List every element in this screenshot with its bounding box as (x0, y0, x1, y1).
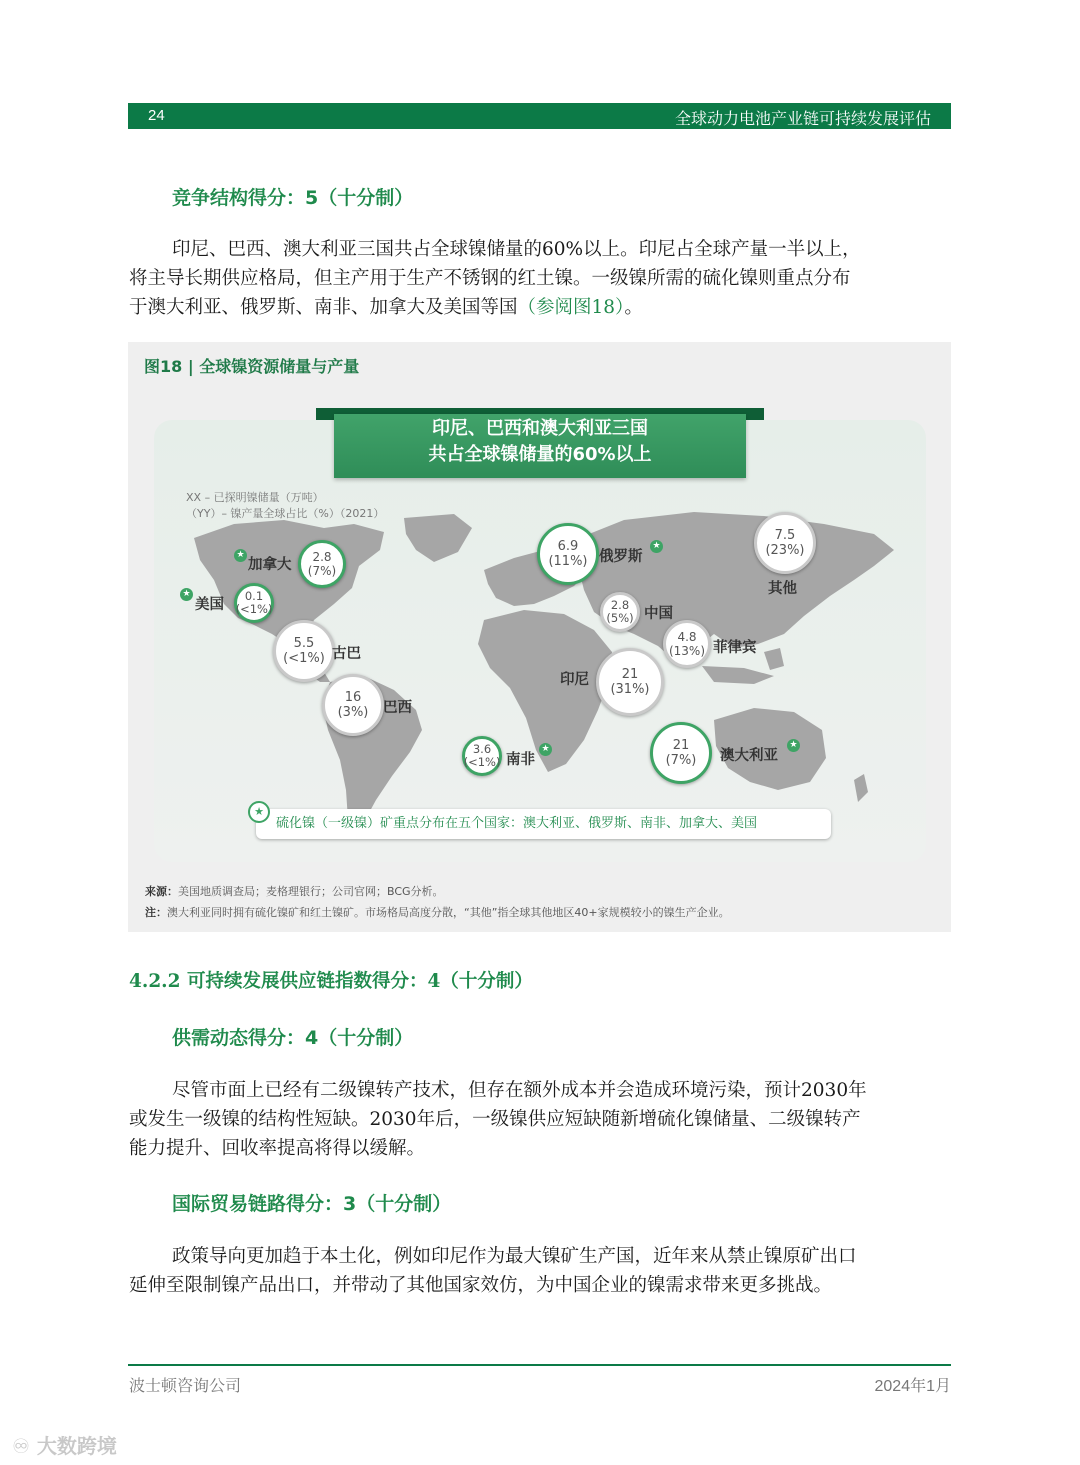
country-label-china: 中国 (644, 606, 673, 622)
section-heading-competition: 竞争结构得分：5（十分制） (172, 187, 414, 209)
watermark-text: 大数跨境 (36, 1434, 117, 1458)
production-share: (7%) (665, 753, 697, 768)
reserve-value: 2.8 (610, 598, 630, 612)
production-share: (3%) (337, 705, 369, 720)
country-label-russia: 俄罗斯 (599, 549, 643, 565)
country-label-usa: 美国 (195, 597, 224, 613)
footer-date: 2024年1月 (874, 1378, 951, 1395)
legend-line-2: （YY）– 镍产量全球占比（%）（2021） (186, 507, 385, 520)
reserve-value: 16 (344, 690, 362, 705)
figure-note (145, 904, 730, 920)
paragraph-line (129, 293, 959, 322)
watermark (12, 1430, 117, 1459)
reserve-value: 21 (672, 738, 690, 753)
country-label-other: 其他 (768, 581, 797, 597)
production-share: (11%) (548, 554, 588, 569)
production-share: (31%) (610, 682, 650, 697)
bubble-australia (650, 722, 712, 784)
legend-line-1: XX – 已探明镍储量（万吨） (186, 491, 324, 504)
note-text: 澳大利亚同时拥有硫化镍矿和红土镍矿。市场格局高度分散，“其他”指全球其他地区40+家规模较小的镍生产企业。 (167, 906, 730, 919)
production-share: (13%) (668, 644, 706, 658)
paragraph-line: 尽管市面上已经有二级镍转产技术，但存在额外成本并会造成环境污染，预计2030年 (172, 1080, 867, 1101)
world-map-panel (154, 420, 926, 862)
sulfide-star-icon: ★ (180, 588, 193, 601)
production-share: (<1%) (463, 755, 501, 769)
paragraph-text: 于澳大利亚、俄罗斯、南非、加拿大及美国等国 (129, 297, 518, 318)
reserve-value: 4.8 (677, 630, 697, 644)
figure-title: 图18 | 全球镍资源储量与产量 (144, 357, 360, 376)
country-label-south-africa: 南非 (506, 752, 535, 768)
figure-18 (128, 342, 951, 932)
reserve-value: 0.1 (244, 589, 264, 603)
country-label-philippines: 菲律宾 (713, 640, 757, 656)
section-heading-supply-demand: 供需动态得分：4（十分制） (172, 1027, 414, 1049)
banner-line-2: 共占全球镍储量的60%以上 (428, 444, 652, 465)
headline-banner (334, 414, 746, 478)
report-title: 全球动力电池产业链可持续发展评估 (674, 109, 931, 128)
note-label: 注： (145, 906, 167, 919)
country-label-canada: 加拿大 (248, 557, 292, 573)
paragraph-line: 将主导长期供应格局，但主产用于生产不锈钢的红土镍。一级镍所需的硫化镍则重点分布 (129, 268, 851, 289)
source-text: 美国地质调查局；麦格理银行；公司官网；BCG分析。 (178, 885, 444, 898)
bubble-philippines (663, 620, 711, 668)
sulfide-star-icon: ★ (787, 739, 800, 752)
reserve-value: 3.6 (472, 742, 492, 756)
country-label-australia: 澳大利亚 (720, 748, 778, 764)
banner-line-1: 印尼、巴西和澳大利亚三国 (432, 418, 648, 439)
reserve-value: 2.8 (312, 550, 332, 564)
footer-company: 波士顿咨询公司 (129, 1376, 242, 1395)
header-bar (128, 103, 951, 129)
reserve-value: 21 (621, 667, 639, 682)
bubble-russia (537, 523, 599, 585)
source-label: 来源： (145, 885, 178, 898)
footer-divider (128, 1364, 951, 1366)
bubble-south-africa (462, 736, 502, 776)
reserve-value: 6.9 (557, 539, 579, 554)
bubble-other (754, 512, 816, 574)
bubble-cuba (273, 620, 335, 682)
production-share: (5%) (606, 611, 634, 625)
sulfide-star-icon: ★ (539, 743, 552, 756)
figure-reference-link[interactable]: （参阅图18） (517, 297, 625, 318)
paragraph-line: 延伸至限制镍产品出口，并带动了其他国家效仿，为中国企业的镍需求带来更多挑战。 (129, 1275, 833, 1296)
world-map (154, 420, 926, 862)
paragraph-line: 或发生一级镍的结构性短缺。2030年后，一级镍供应短缺随新增硫化镍储量、二级镍转产 (129, 1109, 861, 1130)
country-label-indonesia: 印尼 (560, 672, 589, 688)
reserve-value: 7.5 (774, 528, 796, 543)
production-share: (23%) (765, 543, 805, 558)
page-number: 24 (148, 107, 165, 124)
watermark-logo-icon: ♾ (12, 1434, 30, 1458)
sulfide-star-icon: ★ (234, 549, 247, 562)
section-heading-trade: 国际贸易链路得分：3（十分制） (172, 1193, 452, 1215)
country-label-cuba: 古巴 (332, 646, 361, 662)
star-icon: ★ (248, 801, 270, 823)
section-heading-4-2-2: 4.2.2 可持续发展供应链指数得分：4（十分制） (129, 971, 533, 992)
reserve-value: 5.5 (293, 636, 315, 651)
bubble-indonesia (596, 648, 664, 716)
production-share: (7%) (307, 564, 337, 578)
bubble-china (600, 592, 640, 632)
production-share: (<1%) (283, 651, 325, 666)
paragraph-line: 政策导向更加趋于本土化，例如印尼作为最大镍矿生产国，近年来从禁止镍原矿出口 (172, 1246, 857, 1267)
paragraph-line: 印尼、巴西、澳大利亚三国共占全球镍储量的60%以上。印尼占全球产量一半以上， (172, 239, 861, 260)
paragraph-end: 。 (624, 297, 643, 318)
bubble-usa (234, 583, 274, 623)
map-legend (186, 490, 384, 522)
figure-source (145, 883, 444, 899)
bubble-brazil (322, 674, 384, 736)
paragraph-line: 能力提升、回收率提高将得以缓解。 (129, 1138, 426, 1159)
country-label-brazil: 巴西 (383, 700, 412, 716)
production-share: (<1%) (235, 602, 273, 616)
bubble-canada (298, 540, 346, 588)
sulfide-note: 硫化镍（一级镍）矿重点分布在五个国家：澳大利亚、俄罗斯、南非、加拿大、美国 (256, 809, 831, 839)
sulfide-star-icon: ★ (650, 540, 663, 553)
